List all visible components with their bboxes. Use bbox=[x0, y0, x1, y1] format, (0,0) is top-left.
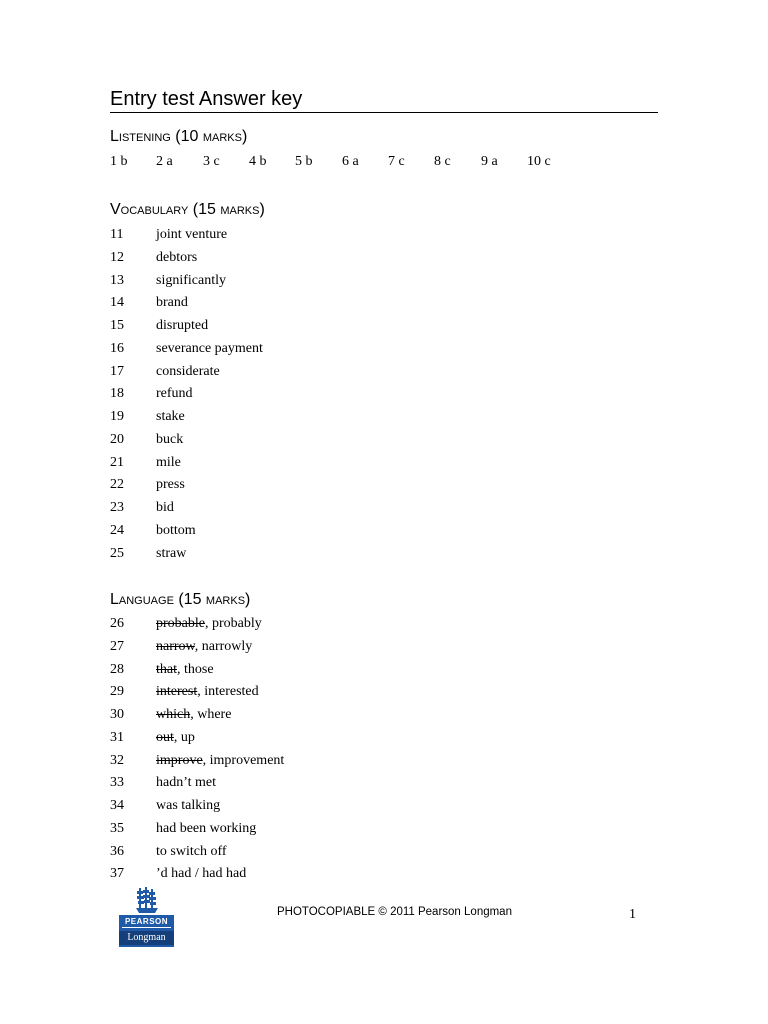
struck-word: which bbox=[156, 707, 191, 722]
question-number: 27 bbox=[110, 638, 124, 654]
listening-answer: 2 a bbox=[156, 154, 173, 169]
answer-text: buck bbox=[156, 431, 184, 447]
ship-icon bbox=[136, 887, 158, 914]
question-number: 31 bbox=[110, 729, 124, 745]
answer-text: mile bbox=[156, 454, 181, 470]
correction-text: , improvement bbox=[202, 752, 285, 768]
answer-text: stake bbox=[156, 409, 185, 424]
correction-text: , where bbox=[190, 707, 232, 722]
correction-text: , probably bbox=[204, 616, 262, 631]
correction-text: , up bbox=[173, 729, 195, 745]
answer-text: significantly bbox=[156, 272, 226, 288]
struck-word: probable bbox=[156, 616, 205, 631]
question-number: 24 bbox=[110, 522, 124, 538]
answer-text: refund bbox=[156, 386, 193, 402]
answer-text: bid bbox=[156, 500, 174, 515]
answer-text bbox=[156, 752, 284, 770]
struck-word: interest bbox=[156, 684, 198, 700]
listening-answer: 3 c bbox=[203, 154, 220, 169]
listening-answer: 1 b bbox=[110, 154, 128, 169]
answer-text: had been working bbox=[156, 820, 257, 836]
listening-answer: 9 a bbox=[481, 154, 498, 169]
vocabulary-heading: Vocabulary (15 marks) bbox=[110, 201, 265, 218]
page-number: 1 bbox=[629, 907, 636, 922]
question-number: 22 bbox=[110, 477, 124, 493]
struck-word: out bbox=[156, 729, 174, 745]
listening-answer: 7 c bbox=[388, 154, 405, 169]
listening-answer: 4 b bbox=[249, 154, 267, 169]
question-number: 29 bbox=[110, 684, 124, 700]
question-number: 33 bbox=[110, 775, 124, 791]
question-number: 25 bbox=[110, 545, 124, 561]
listening-answer: 10 c bbox=[527, 154, 551, 169]
question-number: 13 bbox=[110, 272, 124, 288]
answer-text bbox=[156, 729, 195, 747]
question-number: 36 bbox=[110, 843, 124, 859]
struck-word: narrow bbox=[156, 638, 195, 654]
answer-text: severance payment bbox=[156, 340, 263, 356]
answer-text: debtors bbox=[156, 249, 198, 265]
answer-text bbox=[156, 638, 252, 656]
question-number: 34 bbox=[110, 798, 124, 813]
listening-answer: 6 a bbox=[342, 154, 359, 169]
photocopiable-notice: PHOTOCOPIABLE © 2011 Pearson Longman bbox=[277, 906, 512, 918]
answer-text bbox=[156, 683, 259, 701]
answer-text: disrupted bbox=[156, 318, 209, 333]
logo-line1: PEARSON bbox=[122, 915, 171, 928]
page-title: Entry test Answer key bbox=[110, 88, 658, 113]
listening-answer: 8 c bbox=[434, 154, 451, 169]
question-number: 17 bbox=[110, 363, 124, 379]
logo-box bbox=[119, 915, 174, 947]
listening-answer: 5 b bbox=[295, 154, 313, 169]
logo-line2: Longman bbox=[119, 931, 174, 945]
question-number: 11 bbox=[110, 227, 124, 242]
question-number: 18 bbox=[110, 386, 124, 402]
language-heading: Language (15 marks) bbox=[110, 591, 251, 608]
answer-text: ’d had / had had bbox=[156, 866, 247, 882]
question-number: 28 bbox=[110, 661, 124, 677]
question-number: 14 bbox=[110, 295, 124, 311]
struck-word: that bbox=[156, 661, 177, 677]
question-number: 12 bbox=[110, 249, 124, 265]
question-number: 37 bbox=[110, 866, 124, 882]
question-number: 23 bbox=[110, 500, 124, 515]
question-number: 19 bbox=[110, 409, 124, 424]
question-number: 32 bbox=[110, 752, 124, 768]
question-number: 15 bbox=[110, 318, 124, 333]
answer-text: bottom bbox=[156, 522, 196, 538]
answer-text: joint venture bbox=[156, 227, 228, 242]
answer-text: was talking bbox=[156, 798, 221, 813]
question-number: 20 bbox=[110, 431, 124, 447]
answer-text: press bbox=[156, 477, 185, 493]
question-number: 26 bbox=[110, 616, 124, 631]
question-number: 16 bbox=[110, 340, 124, 356]
correction-text: , narrowly bbox=[194, 638, 253, 654]
pearson-longman-logo bbox=[119, 887, 174, 949]
struck-word: improve bbox=[156, 752, 203, 768]
answer-text bbox=[156, 615, 262, 633]
answer-text: considerate bbox=[156, 363, 220, 379]
correction-text: , interested bbox=[197, 684, 259, 700]
listening-heading: Listening (10 marks) bbox=[110, 128, 248, 145]
question-number: 35 bbox=[110, 820, 124, 836]
question-number: 21 bbox=[110, 454, 124, 470]
answer-text: straw bbox=[156, 545, 187, 561]
answer-text: hadn’t met bbox=[156, 775, 217, 791]
answer-text: to switch off bbox=[156, 843, 227, 859]
question-number: 30 bbox=[110, 707, 124, 722]
answer-text bbox=[156, 661, 214, 679]
correction-text: , those bbox=[177, 661, 214, 677]
answer-text bbox=[156, 706, 231, 724]
answer-text: brand bbox=[156, 295, 188, 311]
